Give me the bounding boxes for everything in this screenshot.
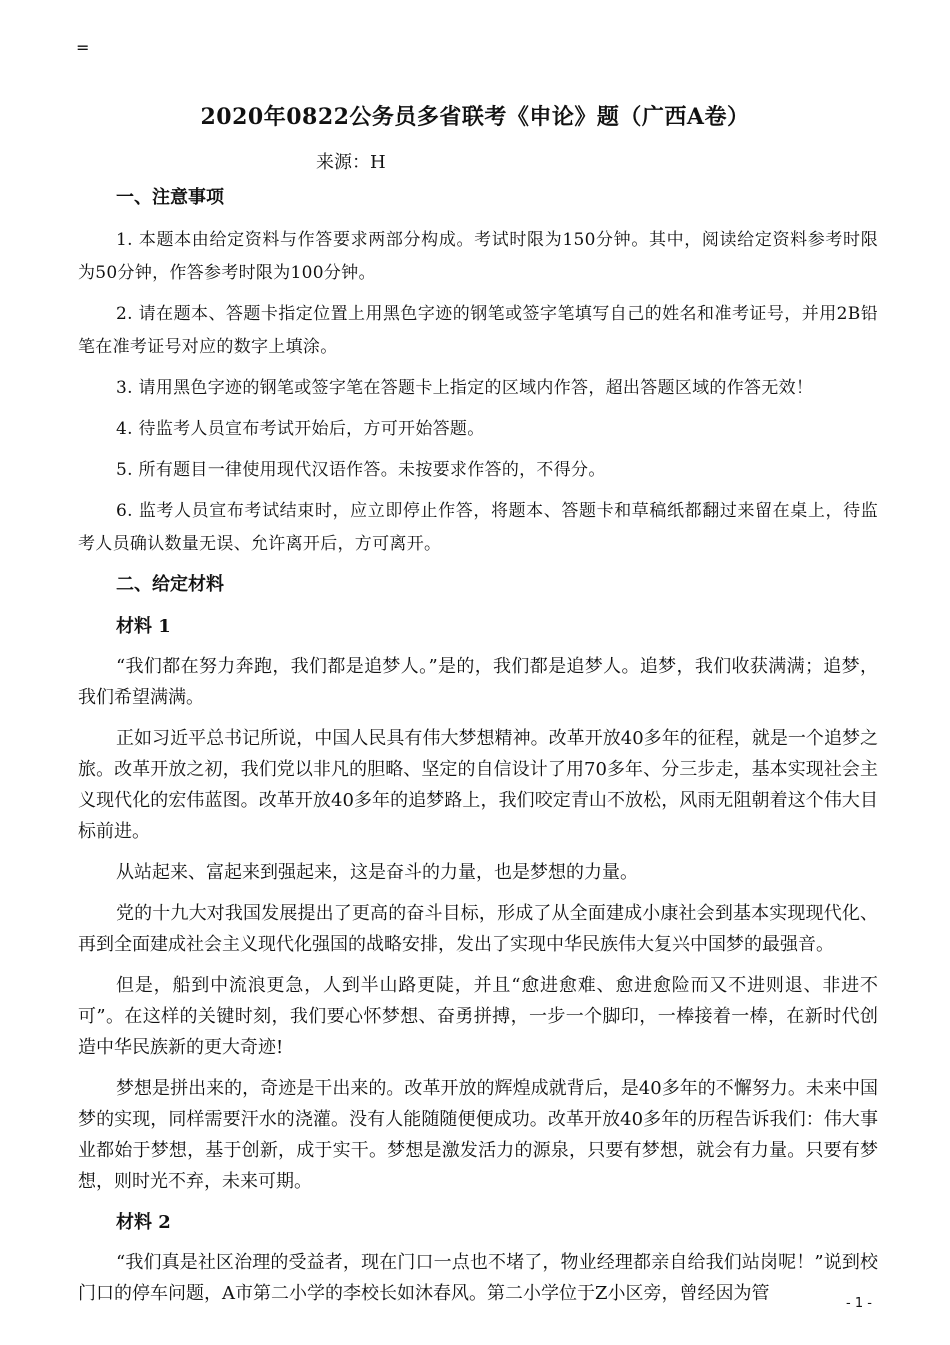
material-2-heading: 材料 2 [116,1212,171,1233]
source-line: 来源：H [316,152,386,173]
material-2-paragraph: “我们真是社区治理的受益者，现在门口一点也不堵了，物业经理都亲自给我们站岗呢！”说到校门口的停车问题，A市第二小学的李校长如沐春风。第二小学位于Z小区旁，曾经因为管 [78,1252,878,1304]
page-title: 2020年0822公务员多省联考《申论》题（广西A卷） [200,104,750,130]
material-1-paragraph: 但是，船到中流浪更急，人到半山路更陡，并且“愈进愈难、愈进愈险而又不进则退、非进不可”。在这样的关键时刻，我们要心怀梦想、奋勇拼搏，一步一个脚印，一棒接着一棒，在新时代创造中华民族新的更大奇迹! [78,975,878,1058]
material-1-heading: 材料 1 [116,616,171,637]
document-body [78,182,878,1319]
note-item: 5. 所有题目一律使用现代汉语作答。未按要求作答的，不得分。 [116,460,606,480]
material-1-paragraph: 党的十九大对我国发展提出了更高的奋斗目标，形成了从全面建成小康社会到基本实现现代化、再到全面建成社会主义现代化强国的战略安排，发出了实现中华民族伟大复兴中国梦的最强音。 [78,903,878,955]
material-1-paragraph: 从站起来、富起来到强起来，这是奋斗的力量，也是梦想的力量。 [116,862,638,883]
material-1-paragraph: “我们都在努力奔跑，我们都是追梦人。”是的，我们都是追梦人。追梦，我们收获满满；追梦，我们希望满满。 [78,656,878,708]
note-item: 3. 请用黑色字迹的钢笔或签字笔在答题卡上指定的区域内作答，超出答题区域的作答无效！ [116,378,814,398]
section-heading-materials: 二、给定材料 [116,574,224,595]
note-item: 4. 待监考人员宣布考试开始后，方可开始答题。 [116,419,485,439]
note-item: 1. 本题本由给定资料与作答要求两部分构成。考试时限为150分钟。其中，阅读给定资料参考时限为50分钟，作答参考时限为100分钟。 [78,230,878,283]
page-number: - 1 - [846,1296,872,1311]
note-item: 2. 请在题本、答题卡指定位置上用黑色字迹的钢笔或签字笔填写自己的姓名和准考证号，并用2B铅笔在准考证号对应的数字上填涂。 [78,304,878,357]
material-1-paragraph: 正如习近平总书记所说，中国人民具有伟大梦想精神。改革开放40多年的征程，就是一个追梦之旅。改革开放之初，我们党以非凡的胆略、坚定的自信设计了用70多年、分三步走，基本实现社会主义现代化的宏伟蓝图。改革开放40多年的追梦路上，我们咬定青山不放松，风雨无阻朝着这个伟大目标前进。 [78,728,878,842]
section-heading-notes: 一、注意事项 [116,187,224,208]
note-item: 6. 监考人员宣布考试结束时，应立即停止作答，将题本、答题卡和草稿纸都翻过来留在桌上，待监考人员确认数量无误、允许离开后，方可离开。 [78,501,878,554]
material-1-paragraph: 梦想是拼出来的，奇迹是干出来的。改革开放的辉煌成就背后，是40多年的不懈努力。未来中国梦的实现，同样需要汗水的浇灌。没有人能随随便便成功。改革开放40多年的历程告诉我们：伟大事业都始于梦想，基于创新，成于实干。梦想是激发活力的源泉，只要有梦想，就会有力量。只要有梦想，则时光不弃，未来可期。 [78,1078,878,1192]
corner-mark: = [76,38,90,57]
